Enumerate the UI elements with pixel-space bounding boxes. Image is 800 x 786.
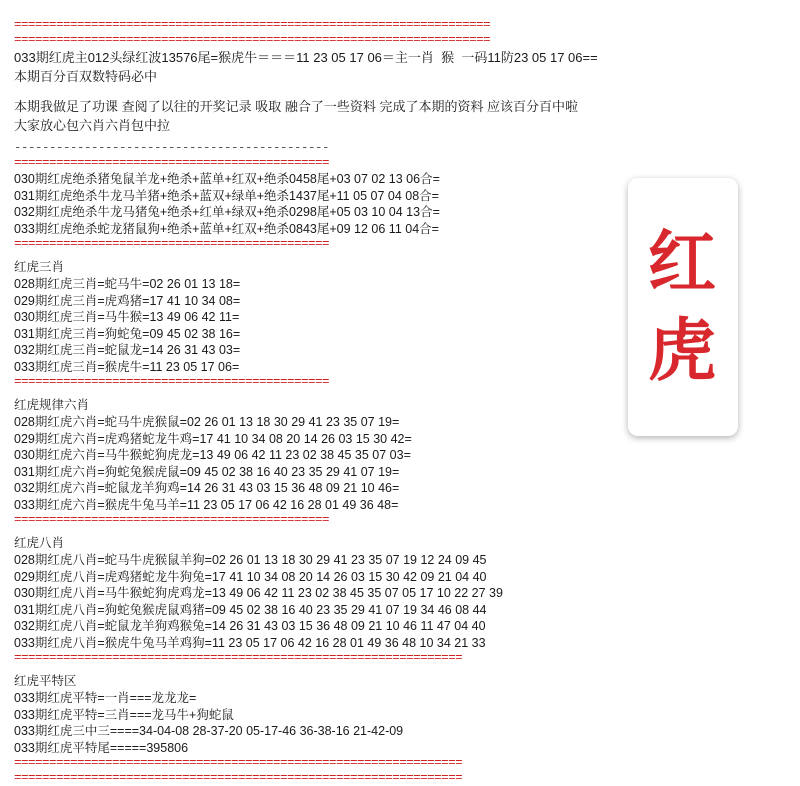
jueshai-row: 031期红虎绝杀牛龙马羊猪+绝杀+蓝双+绿单+绝杀1437尾+11 05 07 04 08合= [14,188,439,203]
separator-bottom-1: ================================================================ [14,756,463,770]
jueshai-row: 032期红虎绝杀牛龙马猪兔+绝杀+红单+绿双+绝杀0298尾+05 03 10 04 13合= [14,205,440,219]
separator-red-1: ============================================= [14,156,330,170]
brand-stamp [628,178,738,436]
jueshai-section [14,141,484,252]
sanxiao-section [14,258,484,390]
intro-line-3: 本期我做足了功课 查阅了以往的开奖记录 吸取 融合了一些资料 完成了本期的资料 应该百分百中啦 [14,99,579,114]
liuxiao-row: 032期红虎六肖=蛇鼠龙羊狗鸡=14 26 31 43 03 15 36 48 09 21 10 46= [14,481,400,495]
sanxiao-title: 红虎三肖 [14,260,65,274]
separator-red-4: ============================================= [14,513,330,527]
baxiao-row: 031期红虎八肖=狗蛇兔猴虎鼠鸡猪=09 45 02 38 16 40 23 35 29 41 07 19 34 46 08 44 [14,602,487,617]
liuxiao-row: 028期红虎六肖=蛇马牛虎猴鼠=02 26 01 13 18 30 29 41 23 35 07 19= [14,415,400,429]
sanxiao-row: 030期红虎三肖=马牛猴=13 49 06 42 11= [14,310,240,324]
liuxiao-row: 031期红虎六肖=狗蛇兔猴虎鼠=09 45 02 38 16 40 23 35 29 41 07 19= [14,464,400,479]
baxiao-row: 029期红虎八肖=虎鸡猪蛇龙牛狗兔=17 41 10 34 08 20 14 26 03 15 30 42 09 21 04 40 [14,569,487,584]
pingte-row: 033期红虎平特尾=====395806 [14,740,189,755]
separator-top-2: ==================================================================== [14,33,491,47]
intro-line-1: 033期红虎主012头绿红波13576尾=猴虎牛＝＝＝11 23 05 17 06＝主一肖 猴 一码11防23 05 17 06== [14,50,598,65]
separator-red-2: ============================================= [14,237,330,251]
intro-line-2: 本期百分百双数特码必中 [14,69,158,84]
separator-red-5: ================================================================ [14,651,463,665]
liuxiao-title: 红虎规律六肖 [14,398,90,412]
pingte-row: 033期红虎平特=一肖===龙龙龙= [14,691,197,705]
separator-dash-1: --------------------------------------------- [14,141,330,155]
baxiao-section [14,534,774,666]
jueshai-row: 033期红虎绝杀蛇龙猪鼠狗+绝杀+蓝单+红双+绝杀0843尾+09 12 06 11 04合= [14,221,439,236]
baxiao-title: 红虎八肖 [14,536,65,550]
pingte-row: 033期红虎平特=三肖===龙马牛+狗蛇鼠 [14,707,234,722]
liuxiao-section [14,396,484,528]
pingte-section [14,672,774,786]
sanxiao-row: 033期红虎三肖=猴虎牛=11 23 05 17 06= [14,359,240,374]
baxiao-row: 030期红虎八肖=马牛猴蛇狗虎鸡龙=13 49 06 42 11 23 02 38 45 35 07 05 17 10 22 27 39 [14,586,503,600]
sanxiao-row: 028期红虎三肖=蛇马牛=02 26 01 13 18= [14,277,241,291]
separator-top-1: ==================================================================== [14,18,491,32]
baxiao-row: 028期红虎八肖=蛇马牛虎猴鼠羊狗=02 26 01 13 18 30 29 41 23 35 07 19 12 24 09 45 [14,553,487,567]
separator-red-3: ============================================= [14,375,330,389]
liuxiao-row: 033期红虎六肖=猴虎牛兔马羊=11 23 05 17 06 42 16 28 01 49 36 48= [14,497,399,512]
liuxiao-row: 030期红虎六肖=马牛猴蛇狗虎龙=13 49 06 42 11 23 02 38 45 35 07 03= [14,448,411,462]
liuxiao-row: 029期红虎六肖=虎鸡猪蛇龙牛鸡=17 41 10 34 08 20 14 26 03 15 30 42= [14,431,412,446]
jueshai-row: 030期红虎绝杀猪兔鼠羊龙+绝杀+蓝单+红双+绝杀0458尾+03 07 02 13 06合= [14,172,440,186]
stamp-char-hu: 虎 [647,311,718,391]
baxiao-row: 032期红虎八肖=蛇鼠龙羊狗鸡猴兔=14 26 31 43 03 15 36 48 09 21 10 46 11 47 04 40 [14,619,486,633]
intro-line-4: 大家放心包六肖六肖包中拉 [14,118,171,133]
sanxiao-row: 031期红虎三肖=狗蛇兔=09 45 02 38 16= [14,326,241,341]
separator-bottom-2: ================================================================ [14,771,463,785]
stamp-char-hong: 红 [647,223,718,303]
sanxiao-row: 029期红虎三肖=虎鸡猪=17 41 10 34 08= [14,293,241,308]
baxiao-row: 033期红虎八肖=猴虎牛兔马羊鸡狗=11 23 05 17 06 42 16 28 01 49 36 48 10 34 21 33 [14,635,486,650]
pingte-row: 033期红虎三中三====34-04-08 28-37-20 05-17-46 36-38-16 21-42-09 [14,724,404,738]
pingte-title: 红虎平特区 [14,674,77,688]
sanxiao-row: 032期红虎三肖=蛇鼠龙=14 26 31 43 03= [14,343,241,357]
